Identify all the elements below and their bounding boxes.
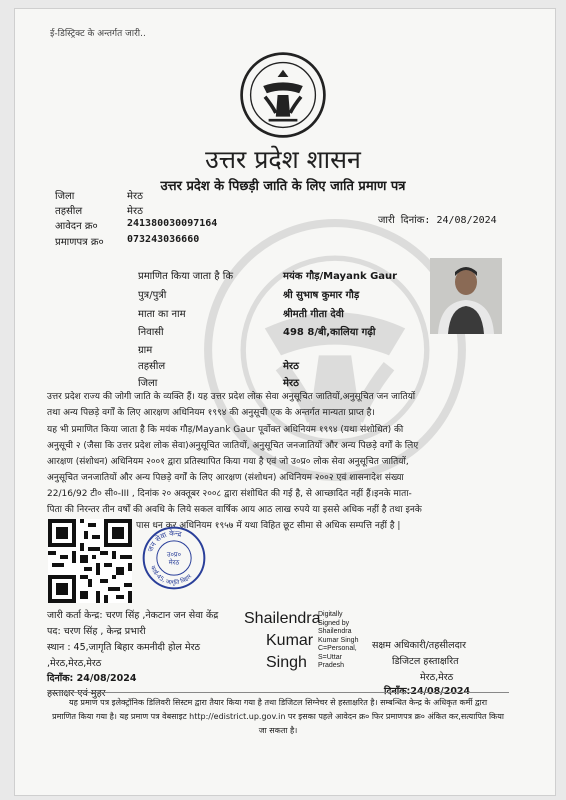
- footer-divider: [47, 692, 509, 693]
- resident-value: 498 8/बी,कालिया गढ़ी: [283, 327, 376, 338]
- sig-detail: Signed by: [318, 619, 350, 627]
- seal-middle-text: उ०प्र०: [166, 550, 182, 559]
- paragraph-line: पास धन कर अधिनियम १९५७ में यथा विहित छूट सीमा से अधिक सम्पत्ति नहीं है |: [136, 521, 401, 531]
- officer-title: सक्षम अधिकारी/तहसीलदार: [372, 640, 466, 651]
- sig-name-line: Singh: [266, 654, 307, 671]
- tehsil-label: तहसील: [55, 206, 83, 217]
- village-label: ग्राम: [138, 345, 153, 356]
- certificate-no-label: प्रमाणपत्र क्र०: [55, 237, 104, 248]
- applicant-name: मयंक गौड़/Mayank Gaur: [283, 271, 398, 282]
- officer-signed: डिजिटल हस्ताक्षरित: [392, 656, 459, 667]
- seal-bottom-text: कार्ड-45, जागृति बिहार: [148, 564, 193, 587]
- footer-line: जा सकता है।: [258, 726, 298, 735]
- sig-name-line: Shailendra: [244, 610, 321, 627]
- district-label: जिला: [55, 191, 75, 202]
- digital-signature-details: [318, 611, 358, 671]
- seal-top-text: जन सेवा केन्द्र: [145, 528, 183, 554]
- sig-detail: Pradesh: [318, 662, 345, 669]
- header-note: ई-डिस्ट्रिक्ट के अन्तर्गत जारी..: [50, 29, 146, 39]
- mother-label: माता का नाम: [138, 309, 186, 320]
- issuer-post: पद: चरण सिंह , केन्द्र प्रभारी: [47, 626, 146, 637]
- paragraph-line: अनुसूची २ (जैसा कि उत्तर प्रदेश लोक सेवा)अनुसूचित जातियों, अनुसूचित जनजातियों और अन्य पिछड़े वर्गों के लिए: [47, 441, 419, 451]
- sig-name-line: Kumar: [266, 632, 314, 649]
- sig-detail: S=Uttar: [318, 653, 342, 661]
- paragraph-line: आरक्षण (संशोधन) अधिनियम २००१ द्वारा प्रतिस्थापित किया गया है एवं जो उ०प्र० लोक सेवा अनुसूचित जातियों,: [47, 457, 409, 467]
- sig-detail: Shailendra: [318, 628, 352, 635]
- page-subtitle: उत्तर प्रदेश के पिछड़ी जाति के लिए जाति प्रमाण पत्र: [160, 179, 406, 194]
- sig-detail: Kumar Singh: [318, 636, 359, 644]
- digital-signature-name: [244, 608, 321, 674]
- signature-seal-label: हस्ताक्षर एवं मुहर: [47, 688, 106, 699]
- father-name: श्री सुभाष कुमार गौड़: [283, 290, 360, 301]
- application-no-label: आवेदन क्र०: [55, 221, 98, 232]
- issuer-place-2: ,मेरठ,मेरठ,मेरठ: [47, 658, 102, 669]
- issuer-date: दिनाँक: 24/08/2024: [47, 673, 137, 684]
- certify-label: प्रमाणित किया जाता है कि: [138, 271, 234, 282]
- officer-date: दिनाँक:24/08/2024: [384, 686, 471, 697]
- applicant-photo: [430, 258, 502, 334]
- district-value: मेरठ: [127, 191, 143, 202]
- paragraph-line: 22/16/92 टी० सी०-III , दिनांक २० अक्तूबर २००८ द्वारा संशोधित की गई है, से आच्छादित नहीं हैं।इनके माता-: [47, 489, 412, 499]
- issuer-place: स्थान : 45,जागृति बिहार कमनीदी होल मेरठ: [47, 642, 200, 653]
- relation-label: पुत्र/पुत्री: [138, 290, 167, 301]
- tehsil-value: मेरठ: [127, 206, 143, 217]
- seal-middle-text-2: मेरठ: [168, 558, 180, 567]
- issue-date: जारी दिनांक: 24/08/2024: [378, 215, 497, 226]
- sig-detail: C=Personal,: [318, 645, 357, 652]
- emblem-logo: [238, 50, 328, 140]
- mother-name: श्रीमती गीता देवी: [283, 309, 344, 320]
- officer-location: मेरठ,मेरठ: [420, 672, 454, 683]
- person-district-label: जिला: [138, 378, 158, 389]
- paragraph-line: तथा अन्य पिछड़े वर्गों के लिए आरक्षण अधिनियम १९९४ की अनुसूची एक के अन्तर्गत मान्यता प्राप्त है।: [47, 408, 375, 418]
- paragraph-line: यह भी प्रमाणित किया जाता है कि मयंक गौड़/Mayank Gaur पूर्वोक्त अधिनियम १९९४ (यथा संशोधित) की: [47, 425, 404, 435]
- paragraph-line: अनुसूचित जनजातियों और अन्य पिछड़े वर्गों के लिए आरक्षण (संशोधन) अधिनियम २००२ एवं शासनादेश संख्या: [47, 473, 404, 483]
- paragraph-line: पिता की निरन्तर तीन वर्षों की अवधि के लिये सकल वार्षिक आय आठ लाख रुपये या इससे अधिक नहीं है तथा इनके: [47, 505, 422, 515]
- resident-label: निवासी: [138, 327, 164, 338]
- sig-detail: Digitally: [318, 611, 343, 618]
- issuing-center: जारी कर्ता केन्द्र: चरण सिंह ,नेकटान जन सेवा केंद्र: [47, 610, 219, 621]
- application-no-value: 241380030097164: [127, 218, 218, 229]
- footer-line: यह प्रमाण पत्र इलेक्ट्रॉनिक डिलिवरी सिस्टम द्वारा तैयार किया गया है तथा डिजिटल सिग्नेचर से हस्ताक्षरित है। सम्बन्धित केन्द्र के अधिकृत कर्मी द्वारा: [68, 698, 488, 707]
- qr-code: [48, 519, 132, 603]
- person-district-value: मेरठ: [283, 378, 299, 389]
- certificate-no-value: 073243036660: [127, 234, 200, 245]
- person-tehsil-label: तहसील: [138, 361, 166, 372]
- paragraph-line: उत्तर प्रदेश राज्य की जोगी जाति के व्यक्ति हैं। यह उत्तर प्रदेश लोक सेवा अनुसूचित जातियों,अनुसूचित जन जातियों: [47, 392, 416, 402]
- center-seal-stamp: [141, 525, 207, 591]
- person-tehsil-value: मेरठ: [283, 361, 299, 372]
- footer-line: प्रमाणित किया गया है। यह प्रमाण पत्र वेबसाइट http://edistrict.up.gov.in पर इसका पहले आवेदन क्र० फिर प्रमाणपत्र क्र० अंकित कर,सत्यापित किया: [52, 712, 504, 721]
- page-title: उत्तर प्रदेश शासन: [205, 145, 361, 174]
